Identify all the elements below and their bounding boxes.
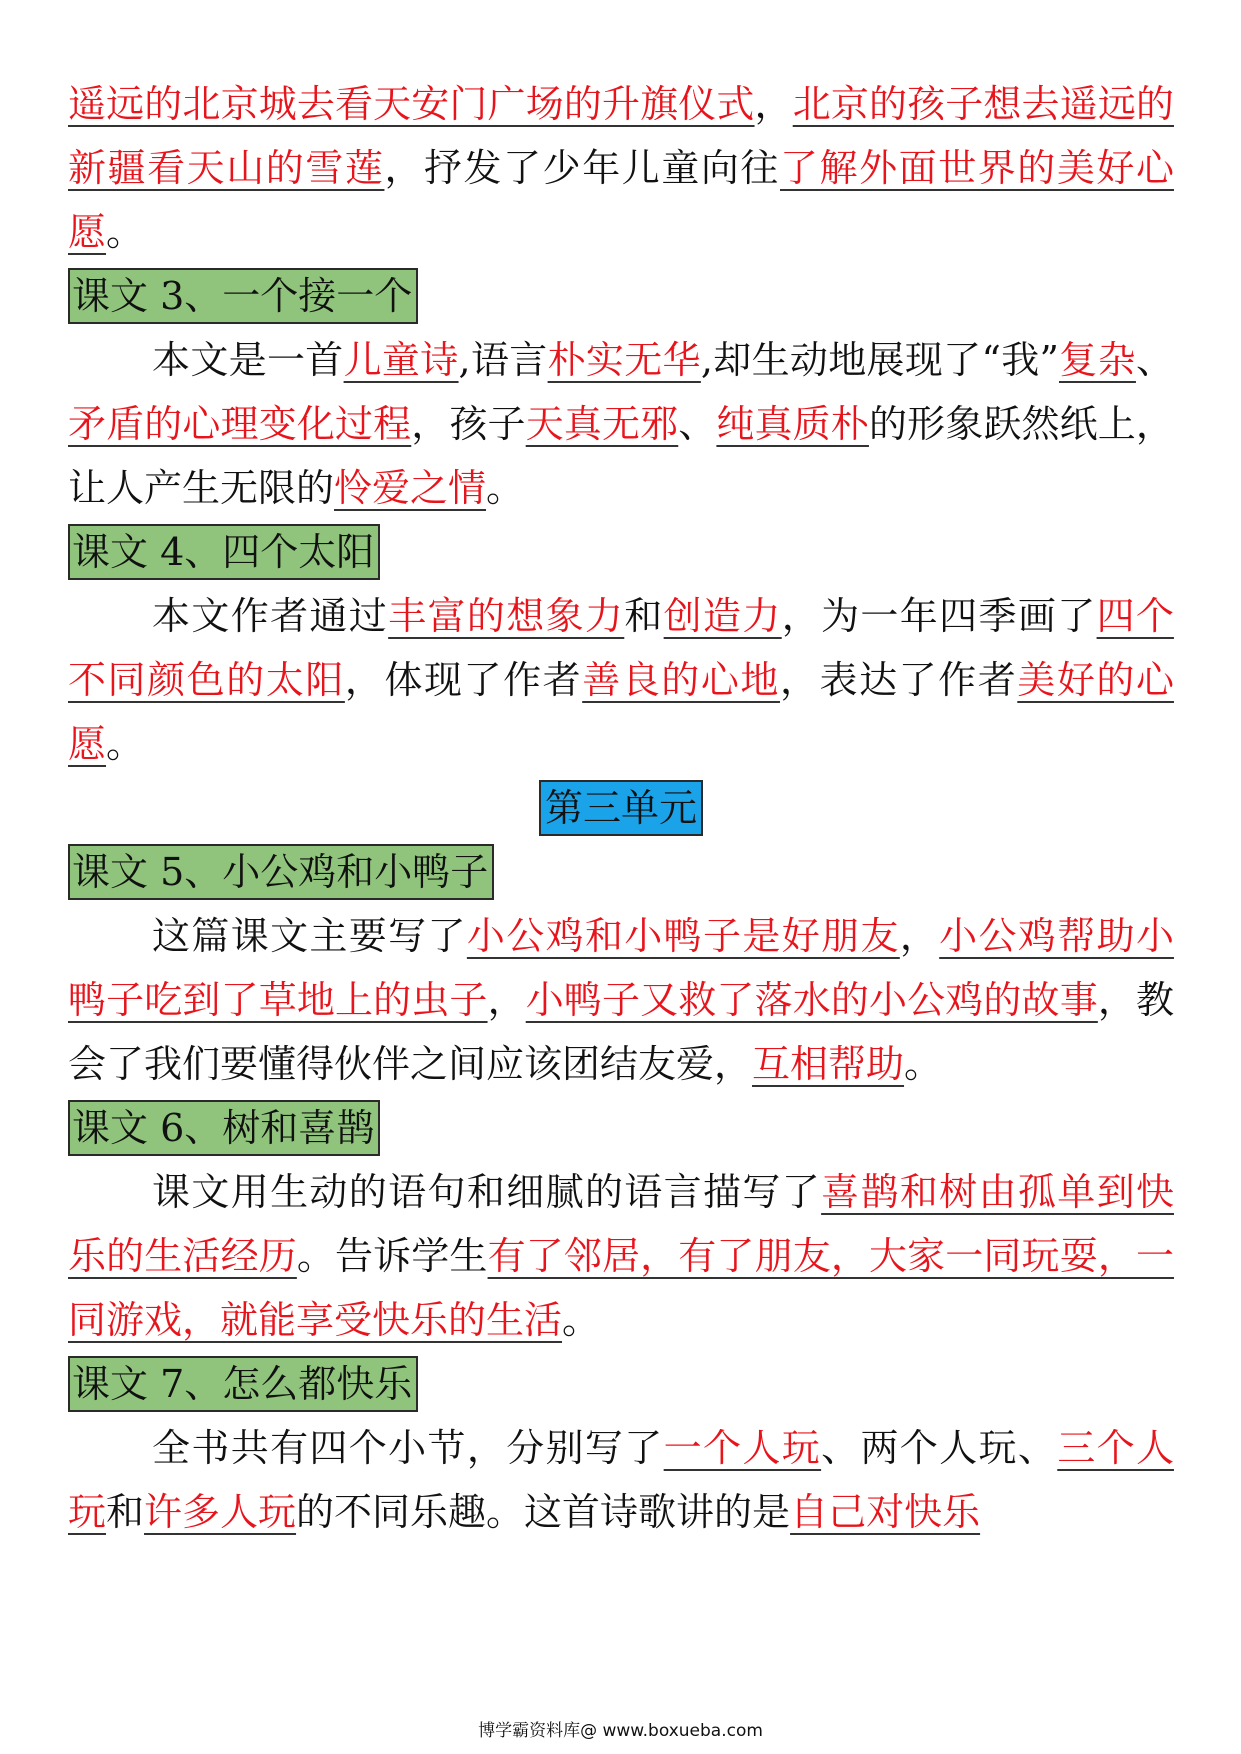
lesson-heading-row	[68, 520, 1174, 584]
lesson-heading-row	[68, 264, 1174, 328]
highlighted-phrase: 美好的心愿	[68, 658, 1174, 766]
highlighted-phrase: 小公鸡和小鸭子是好朋友	[466, 914, 900, 958]
highlighted-phrase: 有了邻居，有了朋友，大家一同玩耍，一同游戏，就能享受快乐的生活	[68, 1234, 1174, 1342]
text-run: 的不同乐趣。这首诗歌讲的是	[296, 1490, 791, 1534]
lesson-heading: 课文 4、四个太阳	[68, 524, 380, 580]
paragraph	[68, 328, 1174, 520]
lesson-heading: 课文 6、树和喜鹊	[68, 1100, 380, 1156]
text-run: ，	[487, 978, 526, 1022]
highlighted-phrase: 北京的孩子想去遥远的新疆看天山的雪莲	[68, 82, 1174, 190]
text-run: ,却生动地展现了“我”	[700, 338, 1059, 382]
text-run: 和	[624, 594, 664, 638]
text-run: 、两个人玩、	[821, 1426, 1058, 1470]
text-run: ，教会了我们要懂得伙伴之间应该团结友爱，	[68, 978, 1174, 1086]
text-run: 全书共有四个小节，分别写了	[152, 1426, 664, 1470]
text-run: ，表达了作者	[779, 658, 1018, 702]
highlighted-phrase: 互相帮助	[752, 1042, 905, 1086]
text-run: 。	[562, 1298, 601, 1342]
text-run: 。告诉学生	[296, 1234, 488, 1278]
text-run: 本文作者通过	[152, 594, 389, 638]
highlighted-phrase: 矛盾的心理变化过程	[68, 402, 412, 446]
paragraph	[68, 1416, 1174, 1544]
highlighted-phrase: 创造力	[663, 594, 782, 638]
text-run: ，为一年四季画了	[781, 594, 1097, 638]
lesson-heading: 课文 7、怎么都快乐	[68, 1356, 418, 1412]
highlighted-phrase: 纯真质朴	[716, 402, 869, 446]
lesson-heading: 课文 5、小公鸡和小鸭子	[68, 844, 494, 900]
text-run: 。	[106, 722, 145, 766]
unit-heading: 第三单元	[539, 780, 703, 836]
highlighted-phrase: 善良的心地	[582, 658, 780, 702]
highlighted-phrase: 怜爱之情	[334, 466, 487, 510]
text-run: 和	[106, 1490, 145, 1534]
unit-heading-row	[68, 776, 1174, 840]
highlighted-phrase: 丰富的想象力	[388, 594, 625, 638]
footer-watermark: 博学霸资料库@ www.boxueba.com	[478, 1721, 763, 1741]
highlighted-phrase: 复杂	[1058, 338, 1136, 382]
lesson-heading-row	[68, 1096, 1174, 1160]
highlighted-phrase: 喜鹊和树由孤单到快乐的生活经历	[68, 1170, 1174, 1278]
text-run: 、	[678, 402, 717, 446]
text-run: ，	[754, 82, 793, 126]
paragraph	[68, 72, 1174, 264]
highlighted-phrase: 许多人玩	[144, 1490, 297, 1534]
paragraph	[68, 584, 1174, 776]
document-page	[68, 72, 1174, 1544]
highlighted-phrase: 遥远的北京城去看天安门广场的升旗仪式	[68, 82, 755, 126]
highlighted-phrase: 自己对快乐	[790, 1490, 981, 1534]
text-run: ，	[899, 914, 940, 958]
highlighted-phrase: 朴实无华	[547, 338, 701, 382]
highlighted-phrase: 四个不同颜色的太阳	[68, 594, 1174, 702]
paragraph	[68, 1160, 1174, 1352]
text-run: 课文用生动的语句和细腻的语言描写了	[152, 1170, 822, 1214]
highlighted-phrase: 小鸭子又救了落水的小公鸡的故事	[525, 978, 1098, 1022]
highlighted-phrase: 一个人玩	[663, 1426, 822, 1470]
text-run: ，抒发了少年儿童向往	[384, 146, 780, 190]
text-run: ，孩子	[411, 402, 526, 446]
text-run: 本文是一首	[152, 338, 344, 382]
text-run: 这篇课文主要写了	[152, 914, 467, 958]
text-run: ，体现了作者	[344, 658, 583, 702]
text-run: 。	[486, 466, 525, 510]
lesson-heading-row	[68, 1352, 1174, 1416]
highlighted-phrase: 小公鸡帮助小鸭子吃到了草地上的虫子	[68, 914, 1174, 1022]
text-run: 。	[106, 210, 145, 254]
highlighted-phrase: 天真无邪	[525, 402, 679, 446]
text-run: 。	[904, 1042, 943, 1086]
paragraph	[68, 904, 1174, 1096]
text-run: 、	[1135, 338, 1174, 382]
lesson-heading: 课文 3、一个接一个	[68, 268, 418, 324]
highlighted-phrase: 儿童诗	[343, 338, 459, 382]
lesson-heading-row	[68, 840, 1174, 904]
highlighted-phrase: 了解外面世界的美好心愿	[68, 146, 1174, 254]
text-run: 的形象跃然纸上，让人产生无限的	[68, 402, 1174, 510]
text-run: ,语言	[458, 338, 548, 382]
highlighted-phrase: 三个人玩	[68, 1426, 1174, 1534]
